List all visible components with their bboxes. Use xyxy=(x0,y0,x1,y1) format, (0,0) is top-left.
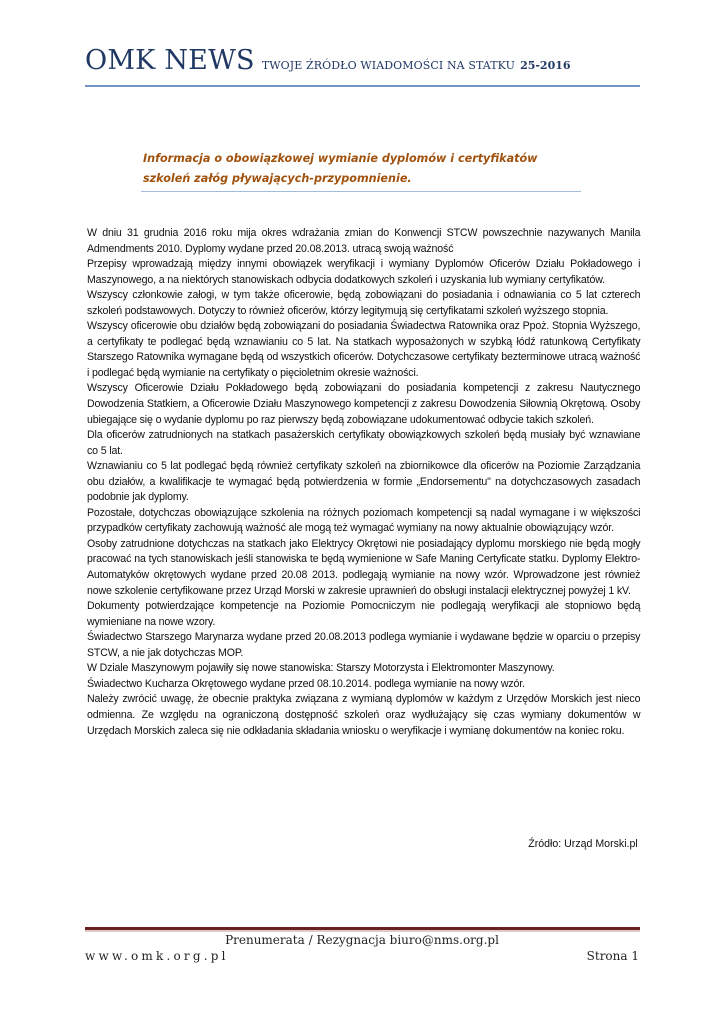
paragraph: W dniu 31 grudnia 2016 roku mija okres wdrażania zmian do Konwencji STCW powszechnie nazywanych Manila Admendments 2010. Dyplomy wydane przed 20.08.2013. utracą swoją ważność xyxy=(87,227,641,255)
paragraph: Wznawianiu co 5 lat podlegać będą również certyfikaty szkoleń na zbiornikowce dla oficerów na Poziomie Zarządzania obu działów, a kwalifikacje te wymagać będą potwierdzenia w formie „Endorsementu" na dotychczasowych zasadach podobnie jak dyplomy. xyxy=(87,460,641,504)
paragraph: Osoby zatrudnione dotychczas na statkach jako Elektrycy Okrętowi nie posiadający dyplomu morskiego nie będą mogły pracować na tych stanowiskach jeśli stanowiska te będą wymienione w Safe Maning Certyficate statku. Dyplomy Elektro-Automatyków okrętowych wydane przed 20.08 2013. podlegają wymianie na nowy wzór. Wprowadzone jest również nowe szkolenie certyfikowane przez Urząd Morski w zakresie uprawnień do obsługi instalacji elektrycznej powyżej 1 kV. xyxy=(87,537,641,597)
article-title: Informacja o obowiązkowej wymianie dyplomów i certyfikatów szkoleń załóg pływających-przypomnienie. xyxy=(143,152,538,185)
footer-divider-shadow xyxy=(85,930,640,932)
paragraph: Dokumenty potwierdzające kompetencje na Poziomie Pomocniczym nie podlegają weryfikacji ale stopniowo będą wymieniane na nowe wzory. xyxy=(87,600,641,628)
website-link[interactable]: www.omk.org.pl xyxy=(85,949,229,963)
newsletter-title: OMK NEWS xyxy=(85,45,255,76)
page-number: Strona 1 xyxy=(586,949,639,963)
paragraph: Przepisy wprowadzają między innymi obowiązek weryfikacji i wymiany Dyplomów Oficerów Działu Pokładowego i Maszynowego, a na niektórych stanowiskach odbycia dodatkowych szkoleń i uzyskania lub wymiany certyfikatów. xyxy=(87,258,641,286)
subscription-info: Prenumerata / Rezygnacja biuro@nms.org.pl xyxy=(225,933,499,947)
page-header xyxy=(85,45,640,76)
paragraph: Świadectwo Kucharza Okrętowego wydane przed 08.10.2014. podlega wymianie na nowy wzór. xyxy=(87,677,525,690)
paragraph: W Dziale Maszynowym pojawiły się nowe stanowiska: Starszy Motorzysta i Elektromonter Maszynowy. xyxy=(87,662,555,675)
paragraph: Wszyscy Oficerowie Działu Pokładowego będą zobowiązani do posiadania kompetencji z zakresu Nautycznego Dowodzenia Statkiem, a Oficerowie Działu Maszynowego kompetencji z zakresu Dowodzenia Siłownią Okrętową. Osoby ubiegające się o wydanie dyplomu po raz pierwszy będą zobowiązane udokumentować odbycie takich szkoleń. xyxy=(87,382,641,426)
title-divider xyxy=(141,191,581,192)
paragraph: Pozostałe, dotychczas obowiązujące szkolenia na różnych poziomach kompetencji są nadal wymagane i w większości przypadków certyfikaty zachowują ważność ale mogą też wymagać wymiany na nowy aktualnie obowiązujący wzór. xyxy=(87,506,641,535)
newsletter-subtitle: TWOJE ŹRÓDŁO WIADOMOŚCI NA STATKU xyxy=(261,59,515,72)
header-divider xyxy=(85,85,640,87)
article-source: Źródło: Urząd Morski.pl xyxy=(528,838,638,850)
article-body xyxy=(87,226,640,739)
paragraph: Wszyscy członkowie załogi, w tym także oficerowie, będą zobowiązani do posiadania i odnawiania co 5 lat czterech szkoleń podstawowych. Dotyczy to również oficerów, którzy legitymują się certyfikatami szkoleń wyższego stopnia. xyxy=(87,289,641,317)
paragraph: Świadectwo Starszego Marynarza wydane przed 20.08.2013 podlega wymianie i wydawane będzie w oparciu o przepisy STCW, a nie jak dotychczas MOP. xyxy=(87,631,641,659)
paragraph: Wszyscy oficerowie obu działów będą zobowiązani do posiadania Świadectwa Ratownika oraz Ppoż. Stopnia Wyższego, a certyfikaty te podlegać będą wznawianiu co 5 lat. Na statkach wyposażonych w szybką łódź ratunkową Certyfikaty Starszego Ratownika wymagane będą od wszystkich oficerów. Dotychczasowe certyfikaty bezterminowe utracą ważność i podlegać będą wymianie na certyfikaty o pięcioletnim okresie ważności. xyxy=(87,320,641,379)
paragraph: Należy zwrócić uwagę, że obecnie praktyka związana z wymianą dyplomów w każdym z Urzędów Morskich jest nieco odmienna. Ze względu na ograniczoną dostępność szkoleń oraz wydłużający się czas wymiany dokumentów w Urzędach Morskich zaleca się nie odkładania składania wniosku o weryfikacje i wymianę dokumentów na koniec roku. xyxy=(87,693,641,737)
masthead xyxy=(85,45,640,76)
issue-number: 25-2016 xyxy=(520,59,571,72)
paragraph: Dla oficerów zatrudnionych na statkach pasażerskich certyfikaty obowiązkowych szkoleń będą musiały być wznawiane co 5 lat. xyxy=(87,429,641,457)
